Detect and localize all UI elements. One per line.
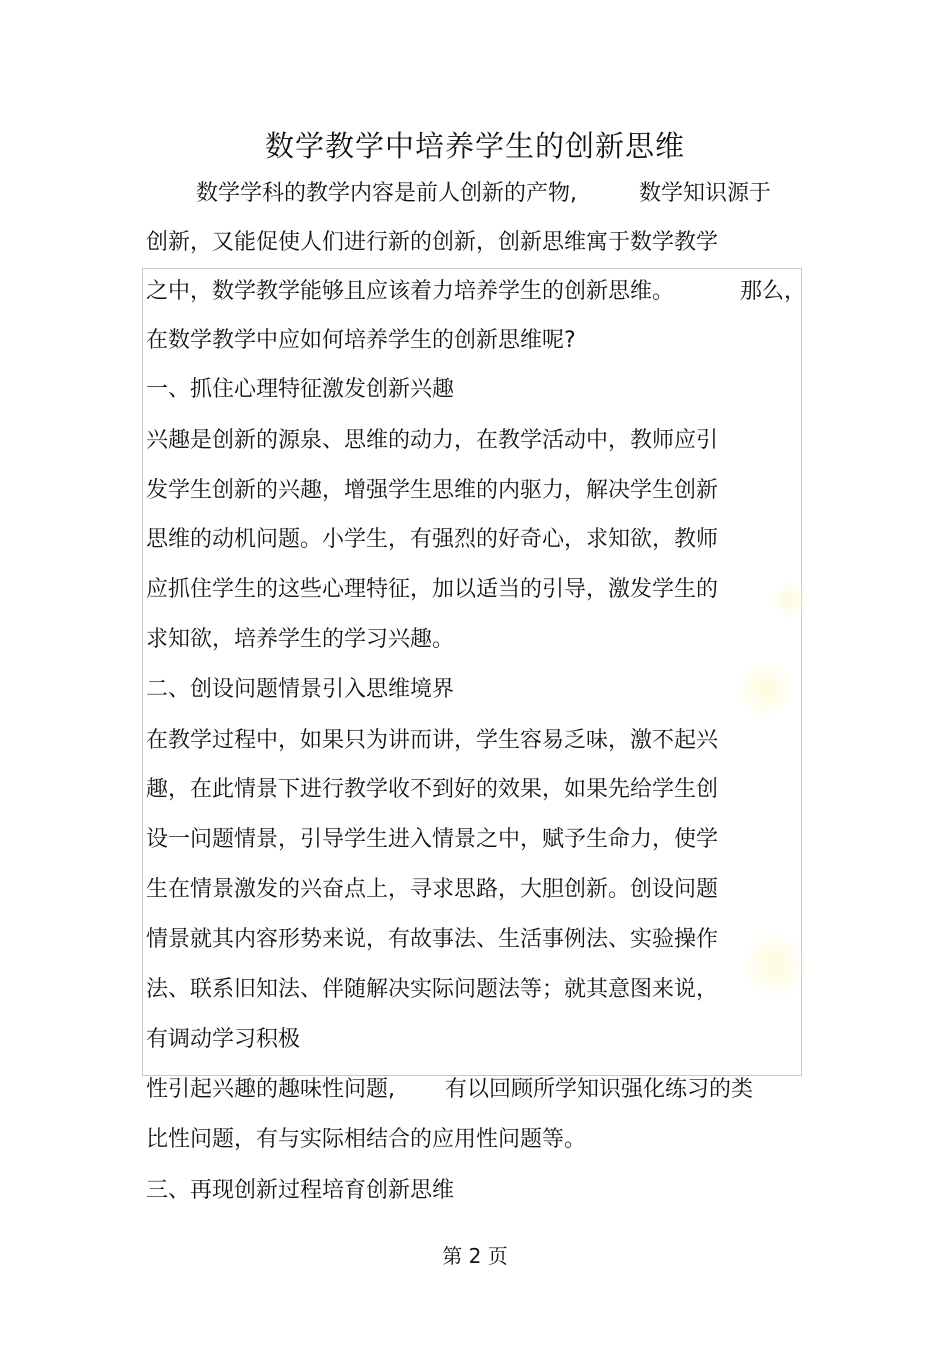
background-stain (740, 930, 810, 1000)
section-1-line: 兴趣是创新的源泉、思维的动力，在教学活动中，教师应引 (146, 428, 719, 453)
section-2-line: 情景就其内容形势来说，有故事法、生活事例法、实验操作 (146, 927, 719, 952)
intro-line-4: 在数学教学中应如何培养学生的创新思维呢? (146, 328, 576, 353)
background-stain (735, 660, 795, 720)
section-2-line: 设一问题情景，引导学生进入情景之中，赋予生命力，使学 (146, 827, 719, 852)
section-1-line: 求知欲，培养学生的学习兴趣。 (146, 627, 455, 652)
section-1-heading: 一、抓住心理特征激发创新兴趣 (146, 377, 455, 402)
section-1-line: 思维的动机问题。小学生，有强烈的好奇心，求知欲，教师 (146, 527, 719, 552)
section-1-line: 发学生创新的兴趣，增强学生思维的内驱力，解决学生创新 (146, 478, 719, 503)
continuation-part-a: 性引起兴趣的趣味性问题, (146, 1077, 395, 1102)
intro-line-2: 创新，又能促使人们进行新的创新，创新思维寓于数学教学 (146, 230, 719, 255)
background-stain (770, 580, 810, 620)
section-2-continuation-2: 比性问题，有与实际相结合的应用性问题等。 (146, 1127, 587, 1152)
intro-line-1-part-a: 数学学科的教学内容是前人创新的产物, (196, 181, 577, 206)
section-2-line: 趣，在此情景下进行教学收不到好的效果，如果先给学生创 (146, 777, 719, 802)
section-2-line: 有调动学习积极 (146, 1027, 301, 1052)
section-2-continuation-1 (146, 1075, 753, 1105)
continuation-part-b: 有以回顾所学知识强化练习的类 (445, 1077, 754, 1102)
intro-line-1-part-b: 数学知识源于 (639, 181, 772, 206)
section-2-line: 法、联系旧知法、伴随解决实际问题法等；就其意图来说， (146, 977, 719, 1002)
section-2-heading: 二、创设问题情景引入思维境界 (146, 677, 455, 702)
intro-line-1 (196, 179, 771, 209)
section-3-heading: 三、再现创新过程培育创新思维 (146, 1178, 455, 1203)
page-title: 数学教学中培养学生的创新思维 (264, 129, 685, 163)
section-2-line: 生在情景激发的兴奋点上，寻求思路，大胆创新。创设问题 (146, 877, 719, 902)
section-2-line: 在教学过程中，如果只为讲而讲，学生容易乏味，激不起兴 (146, 728, 719, 753)
intro-line-3-part-a: 之中，数学教学能够且应该着力培养学生的创新思维。 (146, 279, 675, 304)
intro-line-3-part-b: 那么， (740, 279, 807, 304)
section-1-line: 应抓住学生的这些心理特征，加以适当的引导，激发学生的 (146, 577, 719, 602)
intro-line-3 (146, 277, 806, 307)
page-number: 第 2 页 (442, 1244, 508, 1268)
